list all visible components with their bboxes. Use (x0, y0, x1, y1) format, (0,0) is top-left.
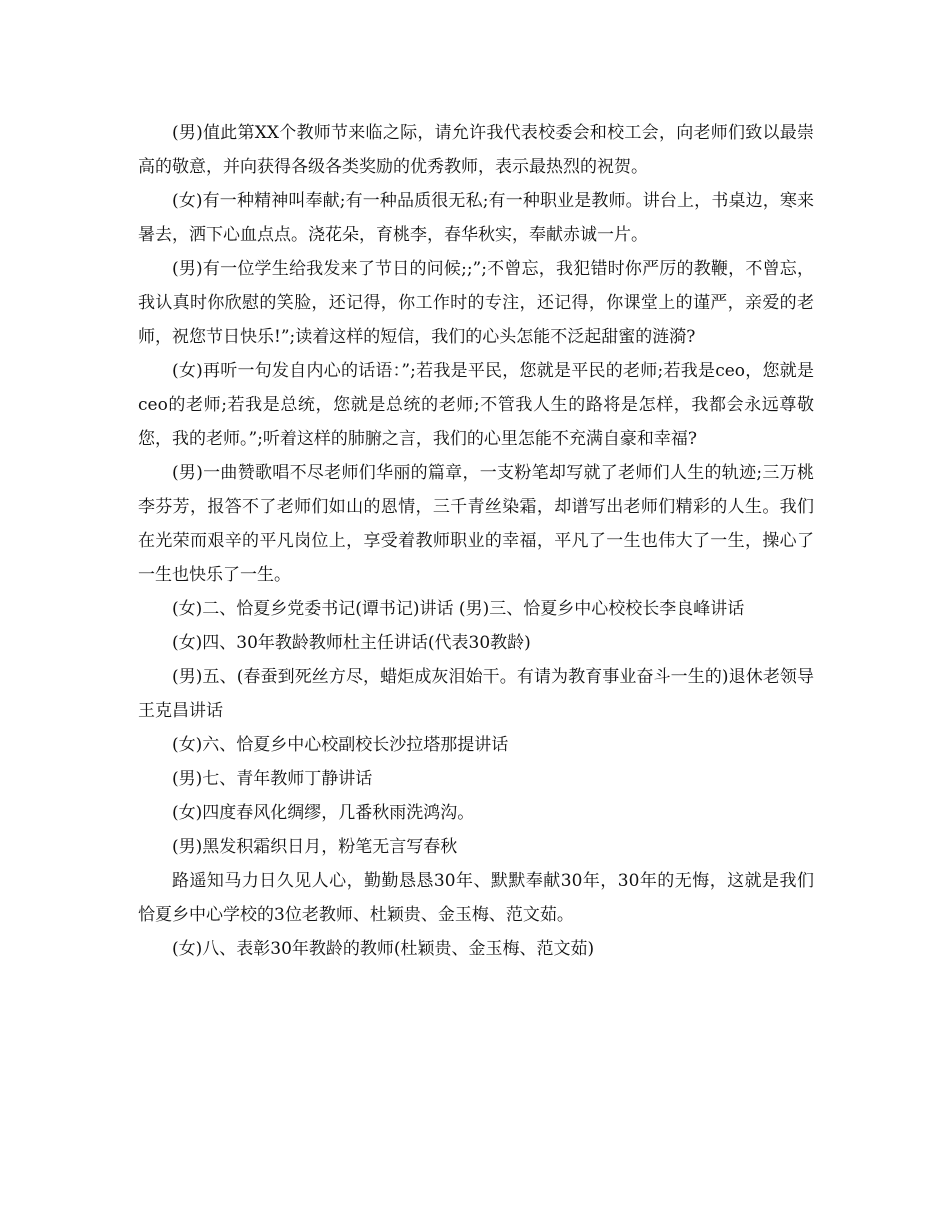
paragraph-11: (女)四度春风化绸缪，几番秋雨洗鸿沟。 (172, 803, 475, 823)
paragraph-10: (男)七、青年教师丁静讲话 (172, 769, 373, 789)
paragraph-1: (男)值此第XX个教师节来临之际，请允许我代表校委会和校工会，向老师们致以最崇高的敬意，并向获得各级各类奖励的优秀教师，表示最热烈的祝贺。 (138, 123, 814, 177)
paragraph-7: (女)四、30年教龄教师杜主任讲话(代表30教龄) (172, 633, 531, 653)
paragraph-12: (男)黑发积霜织日月，粉笔无言写春秋 (172, 837, 458, 857)
paragraph-14: (女)八、表彰30年教龄的教师(杜颖贵、金玉梅、范文茹) (172, 939, 595, 959)
paragraph-9: (女)六、恰夏乡中心校副校长沙拉塔那提讲话 (172, 735, 509, 755)
document-body (138, 116, 814, 966)
paragraph-2: (女)有一种精神叫奉献;有一种品质很无私;有一种职业是教师。讲台上，书桌边，寒来暑去，洒下心血点点。浇花朵，育桃李，春华秋实，奉献赤诚一片。 (138, 191, 814, 245)
paragraph-13: 路遥知马力日久见人心，勤勤恳恳30年、默默奉献30年，30年的无悔，这就是我们恰夏乡中心学校的3位老教师、杜颖贵、金玉梅、范文茹。 (138, 871, 814, 925)
paragraph-6: (女)二、恰夏乡党委书记(谭书记)讲话 (男)三、恰夏乡中心校校长李良峰讲话 (172, 599, 745, 619)
paragraph-3: (男)有一位学生给我发来了节日的问候;;”;不曾忘，我犯错时你严厉的教鞭，不曾忘，我认真时你欣慰的笑脸，还记得，你工作时的专注，还记得，你课堂上的谨严，亲爱的老师，祝您节日快乐!”;读着这样的短信，我们的心头怎能不泛起甜蜜的涟漪? (138, 259, 814, 347)
paragraph-8: (男)五、(春蚕到死丝方尽，蜡炬成灰泪始干。有请为教育事业奋斗一生的)退休老领导王克昌讲话 (138, 667, 814, 721)
paragraph-4: (女)再听一句发自内心的话语：”;若我是平民，您就是平民的老师;若我是ceo，您就是ceo的老师;若我是总统，您就是总统的老师;不管我人生的路将是怎样，我都会永远尊敬您，我的老师。”;听着这样的肺腑之言，我们的心里怎能不充满自豪和幸福? (138, 361, 814, 449)
paragraph-5: (男)一曲赞歌唱不尽老师们华丽的篇章，一支粉笔却写就了老师们人生的轨迹;三万桃李芬芳，报答不了老师们如山的恩情，三千青丝染霜，却谱写出老师们精彩的人生。我们在光荣而艰辛的平凡岗位上，享受着教师职业的幸福，平凡了一生也伟大了一生，操心了一生也快乐了一生。 (138, 463, 814, 585)
